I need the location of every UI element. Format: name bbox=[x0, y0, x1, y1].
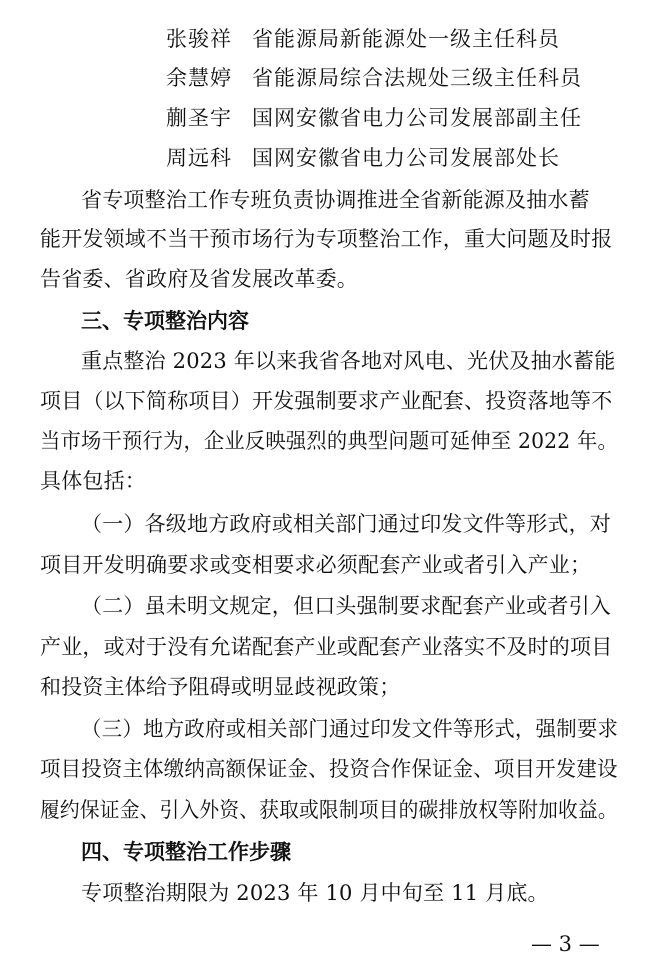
list-item-line: （二）虽未明文规定，但口头强制要求配套产业或者引入 bbox=[81, 594, 611, 618]
paragraph-line: 具体包括： bbox=[40, 469, 146, 493]
member-title: 国网安徽省电力公司发展部处长 bbox=[252, 146, 560, 170]
paragraph-line: 告省委、省政府及省发展改革委。 bbox=[40, 267, 358, 291]
paragraph-line: 重点整治 2023 年以来我省各地对风电、光伏及抽水蓄能 bbox=[81, 349, 616, 373]
member-row bbox=[166, 101, 582, 135]
member-name: 蒯圣宇 bbox=[166, 106, 232, 130]
section-heading: 四、专项整治工作步骤 bbox=[81, 840, 291, 864]
list-item-line: 履约保证金、引入外资、获取或限制项目的碳排放权等附加收益。 bbox=[40, 798, 618, 822]
member-title: 省能源局综合法规处三级主任科员 bbox=[252, 66, 582, 90]
list-item-line: 项目开发明确要求或变相要求必须配套产业或者引入产业； bbox=[40, 553, 592, 577]
paragraph-line: 项目（以下简称项目）开发强制要求产业配套、投资落地等不 bbox=[40, 389, 613, 413]
page-number: — 3 — bbox=[531, 932, 600, 956]
member-row bbox=[166, 22, 560, 56]
list-item-line: （一）各级地方政府或相关部门通过印发文件等形式，对 bbox=[81, 512, 611, 536]
paragraph-line: 当市场干预行为，企业反映强烈的典型问题可延伸至 2022 年。 bbox=[40, 429, 619, 453]
section-heading: 三、专项整治内容 bbox=[81, 309, 249, 333]
member-row bbox=[166, 61, 582, 95]
paragraph-line: 能开发领域不当干预市场行为专项整治工作，重大问题及时报 bbox=[40, 227, 613, 251]
list-item-line: 项目投资主体缴纳高额保证金、投资合作保证金、项目开发建设 bbox=[40, 757, 618, 781]
paragraph-line: 省专项整治工作专班负责协调推进全省新能源及抽水蓄 bbox=[81, 188, 590, 212]
list-item-line: 产业，或对于没有允诺配套产业或配套产业落实不及时的项目 bbox=[40, 635, 613, 659]
list-item-line: 和投资主体给予阻碍或明显歧视政策； bbox=[40, 675, 401, 699]
member-name: 周远科 bbox=[166, 146, 232, 170]
member-name: 张骏祥 bbox=[166, 27, 232, 51]
paragraph-line: 专项整治期限为 2023 年 10 月中旬至 11 月底。 bbox=[81, 881, 549, 905]
member-title: 省能源局新能源处一级主任科员 bbox=[252, 27, 560, 51]
list-item-line: （三）地方政府或相关部门通过印发文件等形式，强制要求 bbox=[81, 717, 619, 741]
member-title: 国网安徽省电力公司发展部副主任 bbox=[252, 106, 582, 130]
member-row bbox=[166, 141, 560, 175]
member-name: 余慧婷 bbox=[166, 66, 232, 90]
